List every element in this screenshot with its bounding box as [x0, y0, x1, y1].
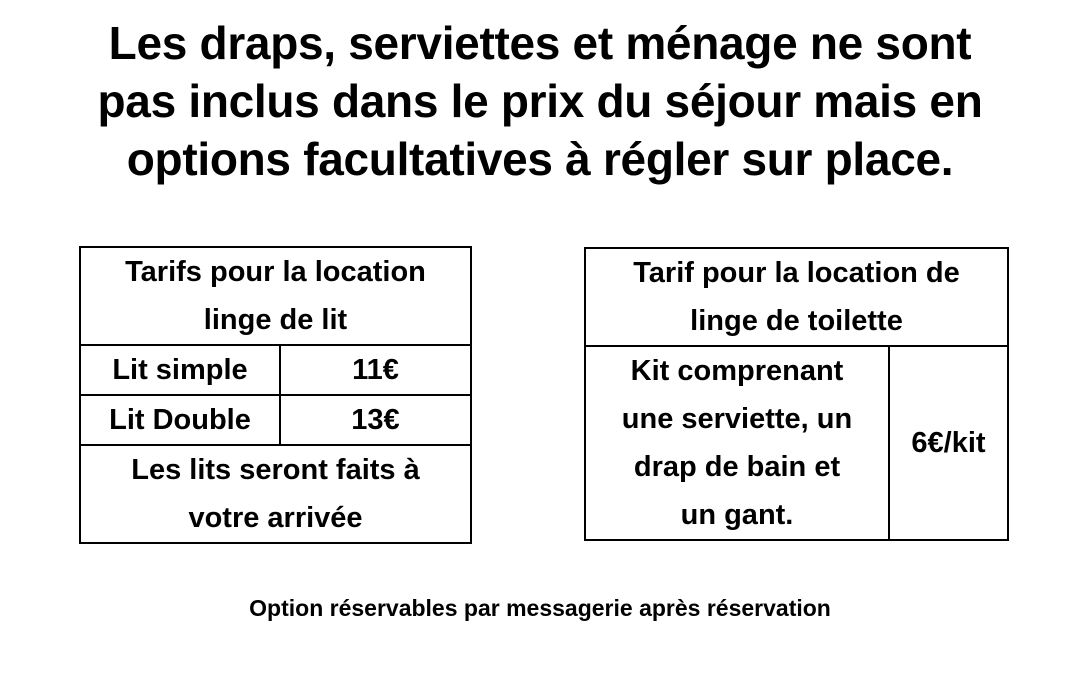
bed-table-note	[80, 445, 471, 543]
bed-table-header-row	[80, 247, 471, 345]
table-row	[80, 395, 471, 445]
towel-kit-line-4: un gant.	[680, 499, 794, 531]
towel-table-header-line-1: Tarif pour la location de	[633, 257, 960, 289]
bed-type-label: Lit simple	[80, 345, 280, 395]
bed-table-header	[80, 247, 471, 345]
bed-table-header-line-1: Tarifs pour la location	[125, 256, 426, 288]
heading-line-3: options facultatives à régler sur place.	[126, 133, 954, 185]
bed-price: 11€	[280, 345, 471, 395]
towel-table-header	[585, 248, 1008, 346]
bed-type-label: Lit Double	[80, 395, 280, 445]
table-row	[585, 346, 1008, 540]
towel-kit-line-3: drap de bain et	[633, 451, 841, 483]
table-row	[80, 345, 471, 395]
footer-note: Option réservables par messagerie après réservation	[249, 595, 831, 621]
bed-table-note-line-2: votre arrivée	[188, 502, 363, 534]
heading-line-2: pas inclus dans le prix du séjour mais en	[97, 75, 983, 127]
page-heading	[0, 14, 1080, 188]
towel-kit-line-2: une serviette, un	[621, 403, 853, 435]
towel-table-header-line-2: linge de toilette	[690, 305, 903, 337]
bed-price: 13€	[280, 395, 471, 445]
towel-table-header-row	[585, 248, 1008, 346]
bed-table-header-line-2: linge de lit	[203, 304, 348, 336]
bed-linen-price-table	[79, 246, 472, 544]
towel-linen-price-table	[584, 247, 1009, 541]
heading-line-1: Les draps, serviettes et ménage ne sont	[108, 17, 972, 69]
towel-kit-line-1: Kit comprenant	[630, 355, 844, 387]
bed-table-note-row	[80, 445, 471, 543]
bed-table-note-line-1: Les lits seront faits à	[131, 454, 420, 486]
towel-kit-price: 6€/kit	[889, 346, 1008, 540]
towel-kit-description	[585, 346, 889, 540]
